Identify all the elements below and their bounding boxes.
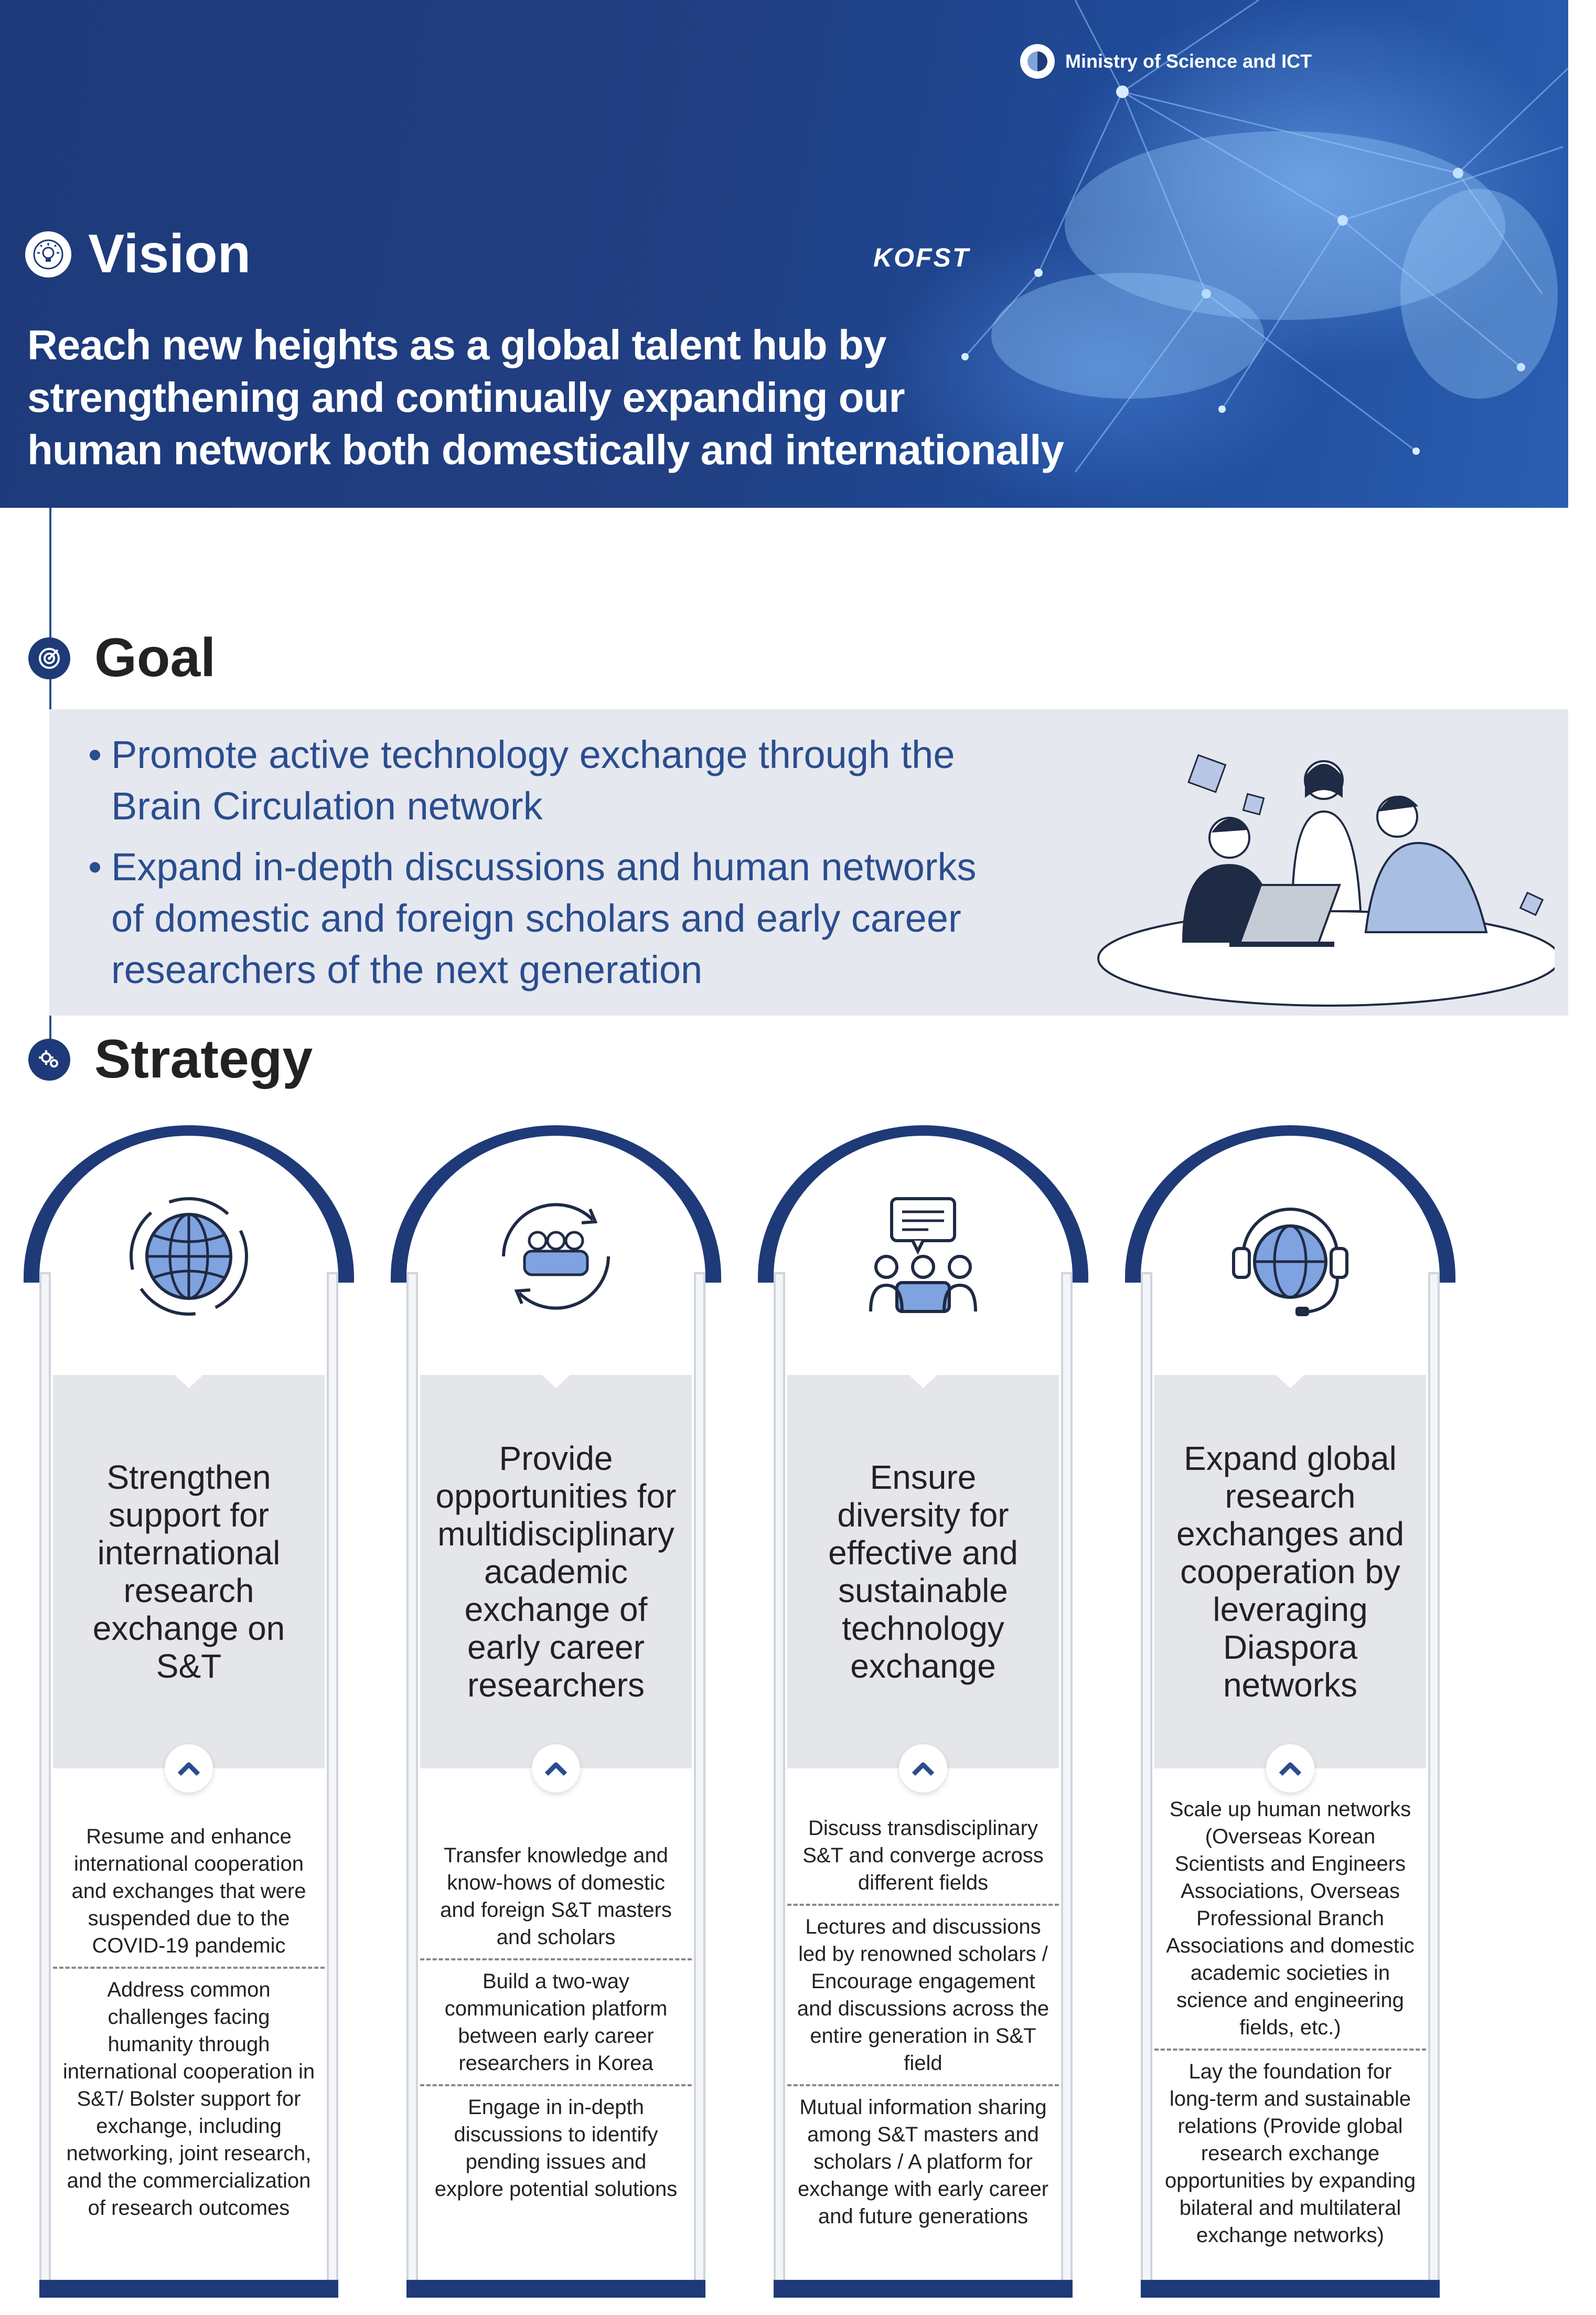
strategy-title-box: Provide opportunities for multidisciplinary academic exchange of early career researchers [420, 1375, 692, 1768]
strategy-item: Discuss transdisciplinary S&T and converge across different fields [802, 1817, 1044, 1894]
ministry-logo [1020, 43, 1312, 80]
goal-item: • Promote active technology exchange through the Brain Circulation network [88, 733, 955, 828]
strategy-item: Scale up human networks (Overseas Korean Scientists and Engineers Associations, Overseas Professional Branch Associations and domestic academic societies in science and engineering fields, etc.) [1166, 1798, 1415, 2039]
strategy-title-box: Strengthen support for international research exchange on S&T [53, 1375, 325, 1768]
vision-banner [0, 0, 1568, 508]
vision-heading [25, 223, 251, 285]
globe-headset-icon [1120, 1188, 1461, 1325]
strategy-item: Build a two-way communication platform between early career researchers in Korea [420, 1958, 692, 2084]
vision-line: Reach new heights as a global talent hub by [27, 322, 886, 368]
ministry-name: Ministry of Science and ICT [1065, 50, 1312, 72]
strategy-items [420, 1802, 692, 2243]
strategy-item: Transfer knowledge and know-hows of domestic and foreign S&T masters and scholars [440, 1844, 672, 1949]
strategy-items [1154, 1798, 1426, 2247]
chevron-up-icon [1266, 1744, 1314, 1793]
strategy-column [18, 1125, 359, 2298]
ministry-emblem-icon [1020, 44, 1055, 79]
strategy-item: Engage in in-depth discussions to identify pending issues and explore potential solutions [420, 2084, 692, 2210]
chevron-up-icon [165, 1744, 213, 1793]
goal-item: • Expand in-depth discussions and human networks of domestic and foreign scholars and early career researchers of the next generation [88, 845, 977, 991]
vision-statement [27, 319, 1181, 476]
strategy-item: Resume and enhance international cooperation and exchanges that were suspended due to the COVID-19 pandemic [71, 1825, 306, 1957]
lightbulb-icon [25, 231, 71, 278]
strategy-title-box: Expand global research exchanges and cooperation by leveraging Diaspora networks [1154, 1375, 1426, 1768]
vision-line: human network both domestically and internationally [27, 426, 1064, 473]
team-illustration [1072, 738, 1555, 1011]
people-cycle-icon [385, 1188, 726, 1325]
strategy-column [753, 1125, 1094, 2298]
strategy-heading [0, 1028, 313, 1091]
chevron-up-icon [899, 1744, 947, 1793]
goal-title: Goal [94, 627, 216, 688]
strategy-item: Address common challenges facing humanity through international cooperation in S&T/ Bolster support for exchange, including networking, joint research, and the commercialization of research outcomes [53, 1967, 325, 2229]
chevron-up-icon [532, 1744, 580, 1793]
strategy-title: Strategy [94, 1029, 313, 1090]
gears-icon [28, 1039, 70, 1081]
goal-box [49, 709, 1568, 1016]
strategy-column [385, 1125, 726, 2298]
globe-arrows-icon [18, 1188, 359, 1325]
strategy-column [1120, 1125, 1461, 2298]
kofst-logo: KOFST [873, 243, 970, 272]
discussion-group-icon [753, 1188, 1094, 1325]
target-icon [28, 637, 70, 679]
goal-heading [0, 627, 216, 689]
strategy-item: Lay the foundation for long-term and sustainable relations (Provide global research exchange opportunities by expanding bilateral and multilateral exchange networks) [1154, 2049, 1426, 2256]
strategy-item: Lectures and discussions led by renowned scholars / Encourage engagement and discussions across the entire generation in S&T field [787, 1904, 1059, 2084]
strategy-title-box: Ensure diversity for effective and sustainable technology exchange [787, 1375, 1059, 1768]
strategy-items [53, 1802, 325, 2243]
strategy-item: Mutual information sharing among S&T masters and scholars / A platform for exchange with early career and future generations [787, 2084, 1059, 2237]
vision-line: strengthening and continually expanding our [27, 374, 905, 421]
vision-title: Vision [88, 223, 251, 284]
strategy-items [787, 1802, 1059, 2243]
